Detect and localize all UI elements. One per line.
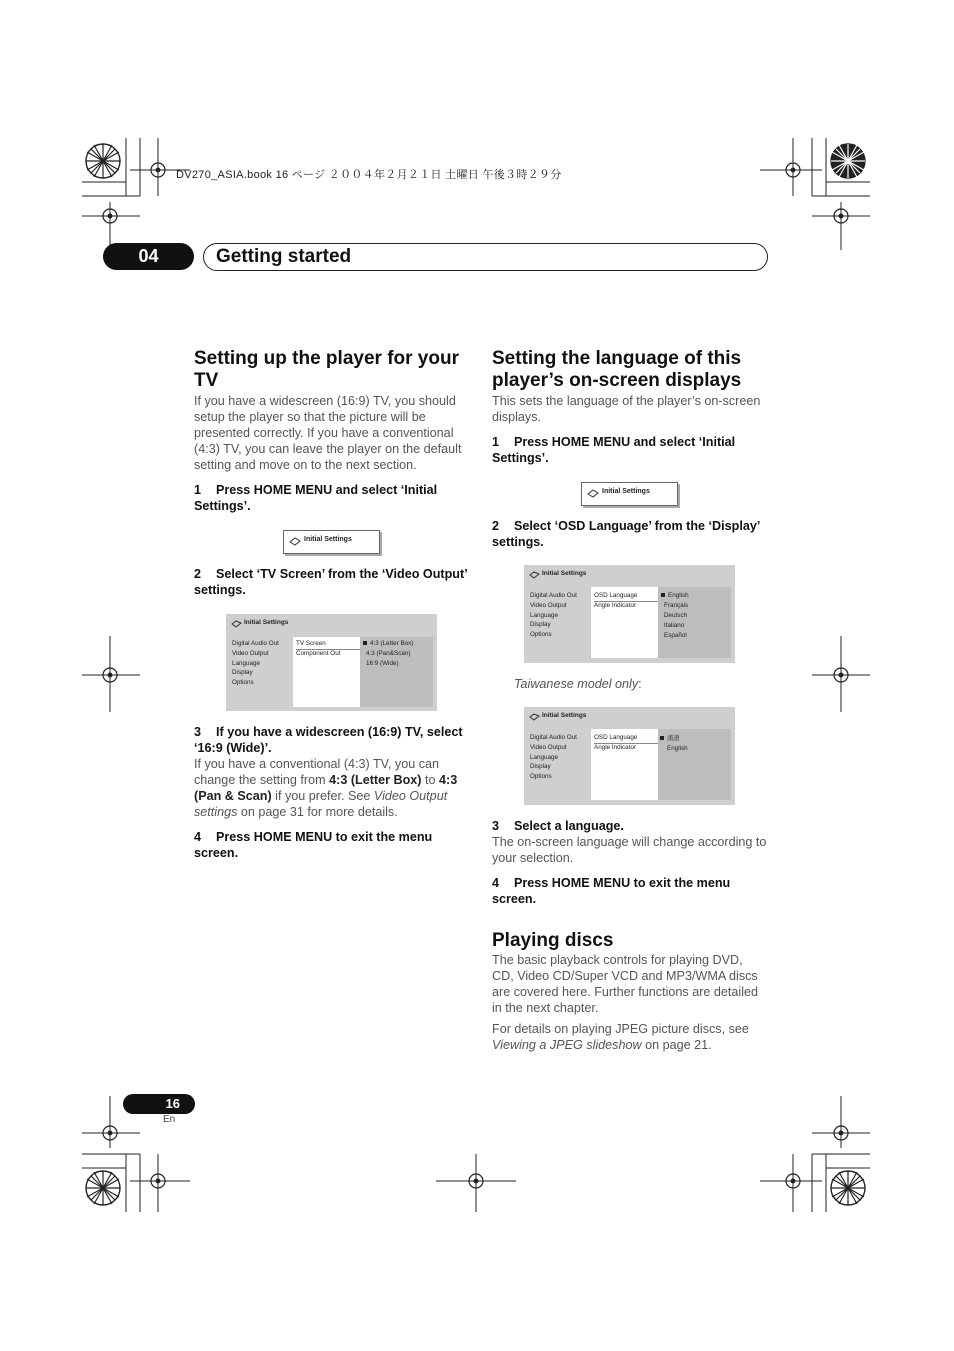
section-heading-osd-language: Setting the language of this player’s on-screen displays: [492, 348, 742, 391]
osd-menu-item[interactable]: Video Output: [530, 601, 567, 609]
osd-language-taiwan: [524, 707, 735, 805]
initial-settings-button[interactable]: [581, 482, 678, 506]
osd-menu-item[interactable]: Display: [530, 763, 551, 771]
page-number: 16: [165, 1096, 180, 1111]
osd-option[interactable]: English: [667, 745, 688, 752]
selected-marker-icon: [660, 736, 664, 740]
osd-language-intro: This sets the language of the player’s on-screen displays.: [492, 394, 761, 424]
step-number: 2: [194, 567, 202, 581]
step-number: 1: [492, 435, 500, 449]
settings-book-icon: [587, 489, 599, 498]
osd-menu-item[interactable]: Display: [530, 621, 551, 629]
step-2: [194, 566, 469, 598]
osd-sub-item[interactable]: Component Out: [296, 650, 341, 657]
left-column: [194, 348, 469, 514]
osd-option[interactable]: English: [668, 592, 689, 599]
osd-sub-item[interactable]: TV Screen: [296, 639, 360, 650]
osd-menu-item[interactable]: Options: [530, 773, 552, 781]
tv-setup-intro: If you have a widescreen (16:9) TV, you should setup the player so that the picture will be presented correctly. If you have a conventional (4:3) TV, you can leave the player on the default setting and move on to the next section.: [194, 394, 462, 472]
osd-menu: [232, 639, 279, 688]
osd-menu-item[interactable]: Language: [232, 659, 261, 667]
initial-settings-button[interactable]: [283, 530, 380, 554]
osd-option[interactable]: 4:3 (Letter Box): [370, 640, 414, 647]
right-step-3-4: [492, 818, 767, 907]
step-text: Select ‘OSD Language’ from the ‘Display’ settings.: [492, 519, 760, 549]
step-text: Select a language.: [514, 819, 624, 833]
step-text: Press HOME MENU to exit the menu screen.: [194, 830, 433, 860]
step-number: 4: [492, 876, 500, 890]
step-3: [194, 724, 469, 756]
osd-option[interactable]: Français: [664, 602, 689, 609]
osd-menu-item[interactable]: Language: [530, 753, 559, 761]
playing-discs-section: [492, 930, 767, 1053]
step-number: 3: [194, 725, 202, 739]
settings-book-icon: [529, 713, 540, 721]
step-text: Press HOME MENU to exit the menu screen.: [492, 876, 731, 906]
step-text: Select ‘TV Screen’ from the ‘Video Output’ settings.: [194, 567, 468, 597]
page-number-badge: [123, 1094, 195, 1114]
initial-settings-label: Initial Settings: [304, 536, 352, 543]
settings-book-icon: [289, 537, 301, 546]
jpeg-slideshow-link[interactable]: Viewing a JPEG slideshow: [492, 1038, 642, 1052]
osd-sub-item[interactable]: OSD Language: [594, 733, 658, 744]
left-step-2: [194, 566, 469, 598]
step-3: [492, 818, 767, 834]
osd-menu-item[interactable]: Options: [530, 631, 552, 639]
initial-settings-label: Initial Settings: [602, 488, 650, 495]
osd-sub-item[interactable]: Angle Indicator: [594, 744, 637, 751]
step-number: 3: [492, 819, 500, 833]
settings-book-icon: [231, 620, 242, 628]
osd-title: Initial Settings: [244, 619, 289, 626]
step-number: 2: [492, 519, 500, 533]
osd-option[interactable]: Deutsch: [664, 612, 688, 619]
section-heading-playing-discs: Playing discs: [492, 930, 614, 951]
osd-menu-item[interactable]: Display: [232, 669, 253, 677]
osd-title: Initial Settings: [542, 712, 587, 719]
step-3-body: If you have a conventional (4:3) TV, you can change the setting from 4:3 (Letter Box) to 4:3 (Pan & Scan) if you prefer. See Video Output settings on page 31 for more details.: [194, 757, 458, 819]
osd-menu: [530, 733, 577, 782]
step-1: [492, 434, 767, 466]
osd-menu-item[interactable]: Digital Audio Out: [232, 640, 279, 647]
osd-option[interactable]: Español: [664, 632, 687, 639]
step-1: [194, 482, 469, 514]
taiwan-note: Taiwanese model only:: [514, 677, 642, 691]
osd-sub-item[interactable]: Angle Indicator: [594, 602, 637, 609]
osd-menu-item[interactable]: Video Output: [232, 649, 269, 657]
osd-tv-screen: [226, 614, 437, 711]
jpeg-note: For details on playing JPEG picture discs, see Viewing a JPEG slideshow on page 21.: [492, 1022, 749, 1052]
osd-menu-item[interactable]: Digital Audio Out: [530, 592, 577, 599]
step-4: [492, 875, 767, 907]
step-number: 1: [194, 483, 202, 497]
step-text: If you have a widescreen (16:9) TV, select ‘16:9 (Wide)’.: [194, 725, 463, 755]
playing-discs-body: The basic playback controls for playing DVD, CD, Video CD/Super VCD and MP3/WMA discs are covered here. Further functions are detailed in the next chapter.: [492, 953, 759, 1015]
osd-option[interactable]: 4:3 (Pan&Scan): [366, 650, 411, 657]
osd-option[interactable]: 16:9 (Wide): [366, 660, 399, 667]
step-text: Press HOME MENU and select ‘Initial Settings’.: [492, 435, 736, 465]
left-step-3-4: [194, 724, 469, 861]
osd-menu-item[interactable]: Language: [530, 611, 559, 619]
osd-menu: [530, 591, 577, 640]
chapter-title: Getting started: [216, 246, 352, 267]
osd-sub-item[interactable]: OSD Language: [594, 591, 658, 602]
step-2: [492, 518, 767, 550]
print-header: DV270_ASIA.book 16 ページ ２００４年２月２１日 土曜日 午後３時２９分: [176, 169, 562, 181]
chapter-title-bar: [203, 243, 768, 271]
step-3-body: The on-screen language will change according to your selection.: [492, 835, 767, 865]
selected-marker-icon: [661, 593, 665, 597]
chapter-number: 04: [103, 243, 194, 270]
osd-menu-item[interactable]: Video Output: [530, 743, 567, 751]
page-language: En: [163, 1114, 176, 1125]
osd-option[interactable]: 漢語: [667, 735, 680, 742]
osd-title: Initial Settings: [542, 570, 587, 577]
section-heading-tv-setup: Setting up the player for your TV: [194, 348, 459, 391]
right-column: [492, 348, 767, 466]
osd-language: [524, 565, 735, 663]
right-step-2: [492, 518, 767, 550]
step-4: [194, 829, 469, 861]
osd-menu-item[interactable]: Options: [232, 679, 254, 687]
osd-menu-item[interactable]: Digital Audio Out: [530, 734, 577, 741]
osd-option[interactable]: Italiano: [664, 622, 685, 629]
settings-book-icon: [529, 571, 540, 579]
selected-marker-icon: [363, 641, 367, 645]
step-text: Press HOME MENU and select ‘Initial Settings’.: [194, 483, 438, 513]
step-number: 4: [194, 830, 202, 844]
